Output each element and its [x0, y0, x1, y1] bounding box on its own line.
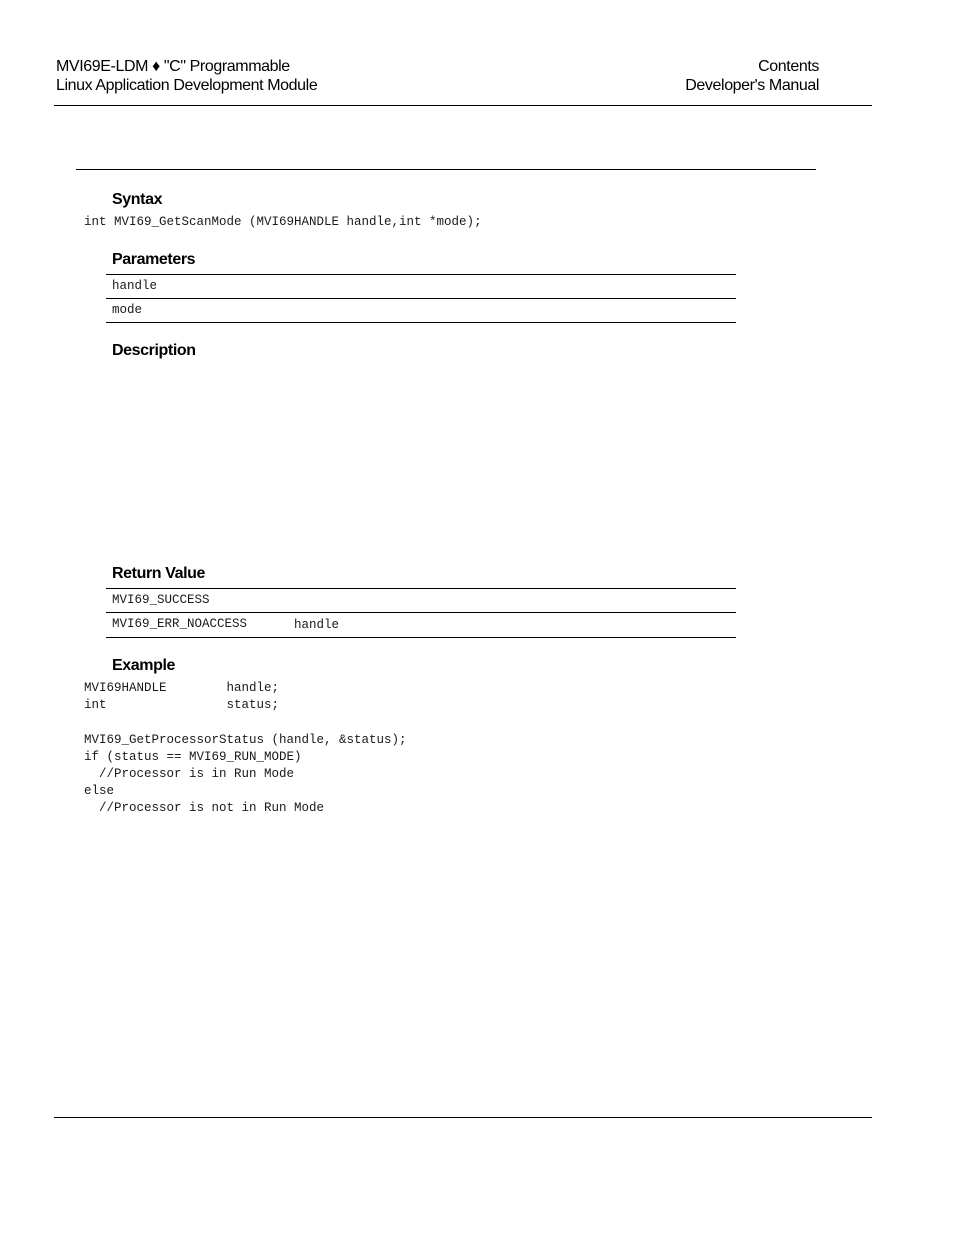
example-heading: Example	[112, 657, 176, 674]
syntax-code: int MVI69_GetScanMode (MVI69HANDLE handle,int *mode);	[84, 215, 482, 229]
header-section-line2: Developer's Manual	[685, 77, 819, 94]
header-section-line1: Contents	[758, 58, 819, 75]
return-name: MVI69_ERR_NOACCESS	[112, 617, 248, 631]
footer-divider	[54, 1117, 872, 1118]
header-product-line1: MVI69E-LDM ♦ "C" Programmable	[56, 58, 290, 75]
param-name: mode	[112, 303, 143, 317]
header-product	[56, 57, 317, 95]
param-name: handle	[112, 279, 158, 293]
syntax-heading: Syntax	[112, 191, 163, 208]
return-value-heading: Return Value	[112, 565, 206, 582]
parameters-heading: Parameters	[112, 251, 196, 268]
header-section	[685, 57, 819, 95]
table-row	[106, 274, 736, 298]
table-row	[106, 612, 736, 638]
header-divider	[54, 105, 872, 106]
return-value-table	[106, 588, 736, 638]
header-product-line2: Linux Application Development Module	[56, 77, 318, 94]
return-desc: handle	[294, 618, 340, 632]
table-row	[106, 298, 736, 323]
section-divider	[76, 169, 816, 170]
description-heading: Description	[112, 342, 196, 359]
table-row	[106, 588, 736, 612]
return-name: MVI69_SUCCESS	[112, 593, 210, 607]
example-code: MVI69HANDLE handle; int status; MVI69_GetProcessorStatus (handle, &status); if (status == MVI69_RUN_MODE) //Processor is in Run Mode else //Processor is not in Run Mode	[84, 681, 407, 816]
parameters-table	[106, 274, 736, 323]
